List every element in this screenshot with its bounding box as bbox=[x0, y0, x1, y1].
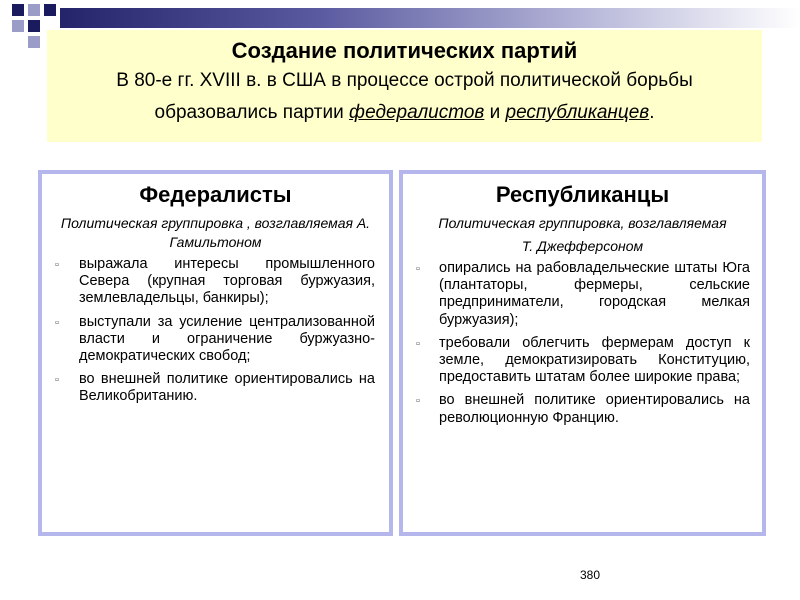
republicans-subtitle-leader: Т. Джефферсоном bbox=[521, 238, 644, 254]
decor-square bbox=[28, 4, 40, 16]
header-line-1: В 80-е гг. XVIII в. в США в процессе острой политической борьбы bbox=[116, 70, 693, 91]
bullet-icon: ▫ bbox=[416, 263, 420, 275]
list-item bbox=[42, 256, 389, 308]
federalists-column bbox=[38, 170, 393, 536]
republicans-subtitle: Политическая группировка, возглавляемая bbox=[438, 215, 727, 231]
bullet-icon: ▫ bbox=[416, 395, 420, 408]
decor-square bbox=[28, 20, 40, 32]
republicans-list bbox=[403, 260, 762, 427]
page-title: Создание политических партий bbox=[231, 38, 578, 63]
list-item-text: требовали облегчить фермерам доступ к земле, демократизировать Конституцию, предоставить штатам более широкие права; bbox=[439, 334, 750, 386]
decor-square bbox=[12, 4, 24, 16]
header-line-2-suffix: . bbox=[649, 102, 655, 123]
federalists-link[interactable]: федералистов bbox=[349, 102, 485, 123]
republicans-column bbox=[399, 170, 766, 536]
list-item bbox=[42, 314, 389, 366]
list-item bbox=[403, 392, 762, 426]
bullet-icon: ▫ bbox=[55, 374, 59, 387]
header-line-2 bbox=[47, 97, 762, 128]
republicans-link[interactable]: республиканцев bbox=[505, 102, 650, 123]
decor-square bbox=[28, 36, 40, 48]
header-line-2-mid: и bbox=[484, 102, 506, 123]
republicans-title: Республиканцы bbox=[495, 182, 670, 207]
header-line-2-prefix: образовались партии bbox=[154, 102, 350, 123]
list-item-text: во внешней политике ориентировались на революционную Францию. bbox=[439, 392, 750, 426]
bullet-icon: ▫ bbox=[55, 316, 59, 329]
list-item bbox=[403, 260, 762, 329]
list-item bbox=[403, 335, 762, 387]
federalists-subtitle: Политическая группировка , возглавляемая А. Гамильтоном bbox=[60, 215, 371, 250]
bullet-icon: ▫ bbox=[55, 259, 59, 271]
list-item-text: во внешней политике ориентировались на Великобританию. bbox=[79, 371, 375, 405]
header-panel bbox=[47, 30, 762, 142]
page-number: 380 bbox=[580, 568, 601, 582]
federalists-title: Федералисты bbox=[139, 182, 292, 207]
decor-square bbox=[12, 20, 24, 32]
bullet-icon: ▫ bbox=[416, 337, 420, 350]
federalists-list bbox=[42, 256, 389, 406]
list-item-text: выступали за усиление централизованной власти и ограничение буржуазно-демократических свобод; bbox=[79, 313, 375, 365]
list-item-text: выражала интересы промышленного Севера (крупная торговая буржуазия, землевладельцы, банкиры); bbox=[79, 256, 375, 307]
list-item bbox=[42, 371, 389, 405]
top-decoration-bar bbox=[60, 8, 800, 28]
list-item-text: опирались на рабовладельческие штаты Юга (плантаторы, фермеры, сельские предприниматели, городская мелкая буржуазия); bbox=[439, 260, 750, 328]
decor-square bbox=[44, 4, 56, 16]
